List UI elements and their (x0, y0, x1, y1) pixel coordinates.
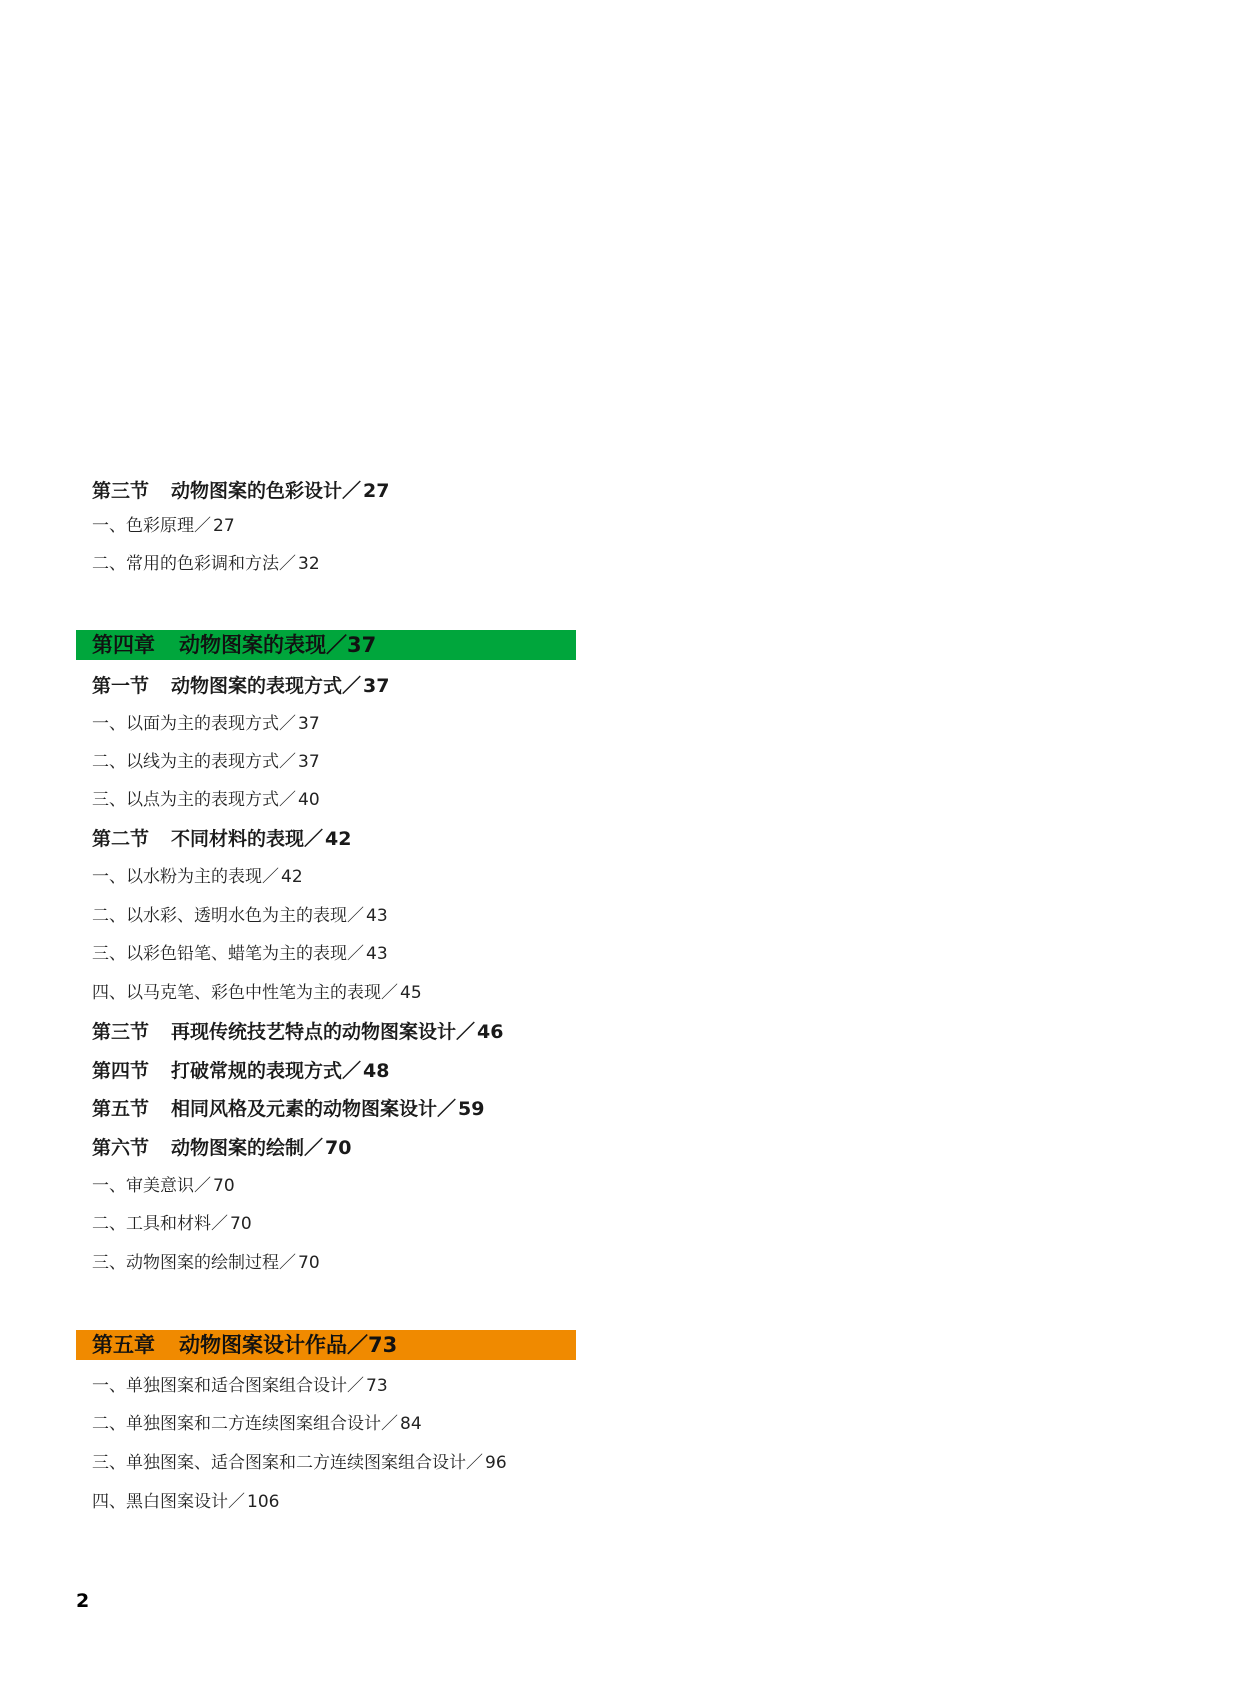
chapter-heading-bar[interactable] (76, 1330, 576, 1360)
chapter-heading-bar[interactable] (76, 630, 576, 660)
toc-item[interactable] (92, 1248, 320, 1278)
page-number: 2 (76, 1590, 90, 1612)
item-page: 84 (400, 1414, 422, 1434)
chapter-title: 动物图案的表现／ (179, 633, 347, 657)
item-text: 四、黑白图案设计／ (92, 1492, 245, 1512)
chapter-page: 37 (347, 633, 377, 657)
item-page: 40 (298, 790, 320, 810)
item-text: 三、动物图案的绘制过程／ (92, 1253, 296, 1273)
item-page: 32 (298, 554, 320, 574)
item-text: 三、单独图案、适合图案和二方连续图案组合设计／ (92, 1453, 483, 1473)
section-page: 37 (363, 675, 390, 697)
section-page: 48 (363, 1060, 390, 1082)
section-title: 不同材料的表现／ (171, 828, 324, 850)
item-page: 73 (366, 1376, 388, 1396)
toc-item[interactable] (92, 747, 320, 777)
section-label: 第三节 (92, 1021, 150, 1043)
item-text: 四、以马克笔、彩色中性笔为主的表现／ (92, 983, 398, 1003)
toc-item[interactable] (92, 1409, 422, 1439)
section-page: 70 (325, 1137, 352, 1159)
toc-section[interactable] (92, 671, 389, 701)
chapter-page: 73 (368, 1333, 398, 1357)
section-label: 第四节 (92, 1060, 150, 1082)
item-text: 一、色彩原理／ (92, 516, 211, 536)
section-title: 动物图案的色彩设计／ (171, 480, 362, 502)
section-page: 46 (477, 1021, 504, 1043)
item-page: 43 (366, 944, 388, 964)
item-page: 106 (247, 1492, 280, 1512)
item-text: 一、审美意识／ (92, 1176, 211, 1196)
toc-item[interactable] (92, 709, 320, 739)
section-label: 第二节 (92, 828, 150, 850)
toc-section[interactable] (92, 1017, 503, 1047)
item-text: 一、以面为主的表现方式／ (92, 714, 296, 734)
toc-item[interactable] (92, 1371, 388, 1401)
toc-section[interactable] (92, 824, 351, 854)
toc-item[interactable] (92, 549, 320, 579)
item-text: 二、常用的色彩调和方法／ (92, 554, 296, 574)
item-page: 43 (366, 906, 388, 926)
chapter-title: 动物图案设计作品／ (179, 1333, 368, 1357)
toc-item[interactable] (92, 862, 303, 892)
item-text: 一、以水粉为主的表现／ (92, 867, 279, 887)
section-label: 第三节 (92, 480, 150, 502)
section-title: 打破常规的表现方式／ (171, 1060, 362, 1082)
item-page: 96 (485, 1453, 507, 1473)
section-label: 第六节 (92, 1137, 150, 1159)
item-page: 70 (298, 1253, 320, 1273)
section-title: 再现传统技艺特点的动物图案设计／ (171, 1021, 476, 1043)
toc-item[interactable] (92, 511, 235, 541)
item-text: 二、以线为主的表现方式／ (92, 752, 296, 772)
section-title: 动物图案的表现方式／ (171, 675, 362, 697)
section-page: 27 (363, 480, 390, 502)
toc-section[interactable] (92, 476, 389, 506)
chapter-label: 第四章 (92, 633, 155, 657)
item-page: 42 (281, 867, 303, 887)
toc-item[interactable] (92, 1448, 507, 1478)
section-title: 动物图案的绘制／ (171, 1137, 324, 1159)
item-text: 三、以彩色铅笔、蜡笔为主的表现／ (92, 944, 364, 964)
section-page: 42 (325, 828, 352, 850)
section-label: 第一节 (92, 675, 150, 697)
item-page: 27 (213, 516, 235, 536)
section-page: 59 (458, 1098, 485, 1120)
item-page: 70 (213, 1176, 235, 1196)
toc-section[interactable] (92, 1133, 351, 1163)
toc-item[interactable] (92, 785, 320, 815)
item-text: 三、以点为主的表现方式／ (92, 790, 296, 810)
item-text: 一、单独图案和适合图案组合设计／ (92, 1376, 364, 1396)
section-label: 第五节 (92, 1098, 150, 1120)
item-text: 二、单独图案和二方连续图案组合设计／ (92, 1414, 398, 1434)
item-page: 45 (400, 983, 422, 1003)
toc-item[interactable] (92, 1209, 252, 1239)
toc-item[interactable] (92, 978, 422, 1008)
toc-section[interactable] (92, 1094, 484, 1124)
item-page: 37 (298, 714, 320, 734)
section-title: 相同风格及元素的动物图案设计／ (171, 1098, 457, 1120)
chapter-label: 第五章 (92, 1333, 155, 1357)
toc-item[interactable] (92, 901, 388, 931)
item-page: 70 (230, 1214, 252, 1234)
toc-section[interactable] (92, 1056, 389, 1086)
item-page: 37 (298, 752, 320, 772)
toc-item[interactable] (92, 939, 388, 969)
item-text: 二、工具和材料／ (92, 1214, 228, 1234)
toc-item[interactable] (92, 1171, 235, 1201)
toc-item[interactable] (92, 1487, 279, 1517)
item-text: 二、以水彩、透明水色为主的表现／ (92, 906, 364, 926)
